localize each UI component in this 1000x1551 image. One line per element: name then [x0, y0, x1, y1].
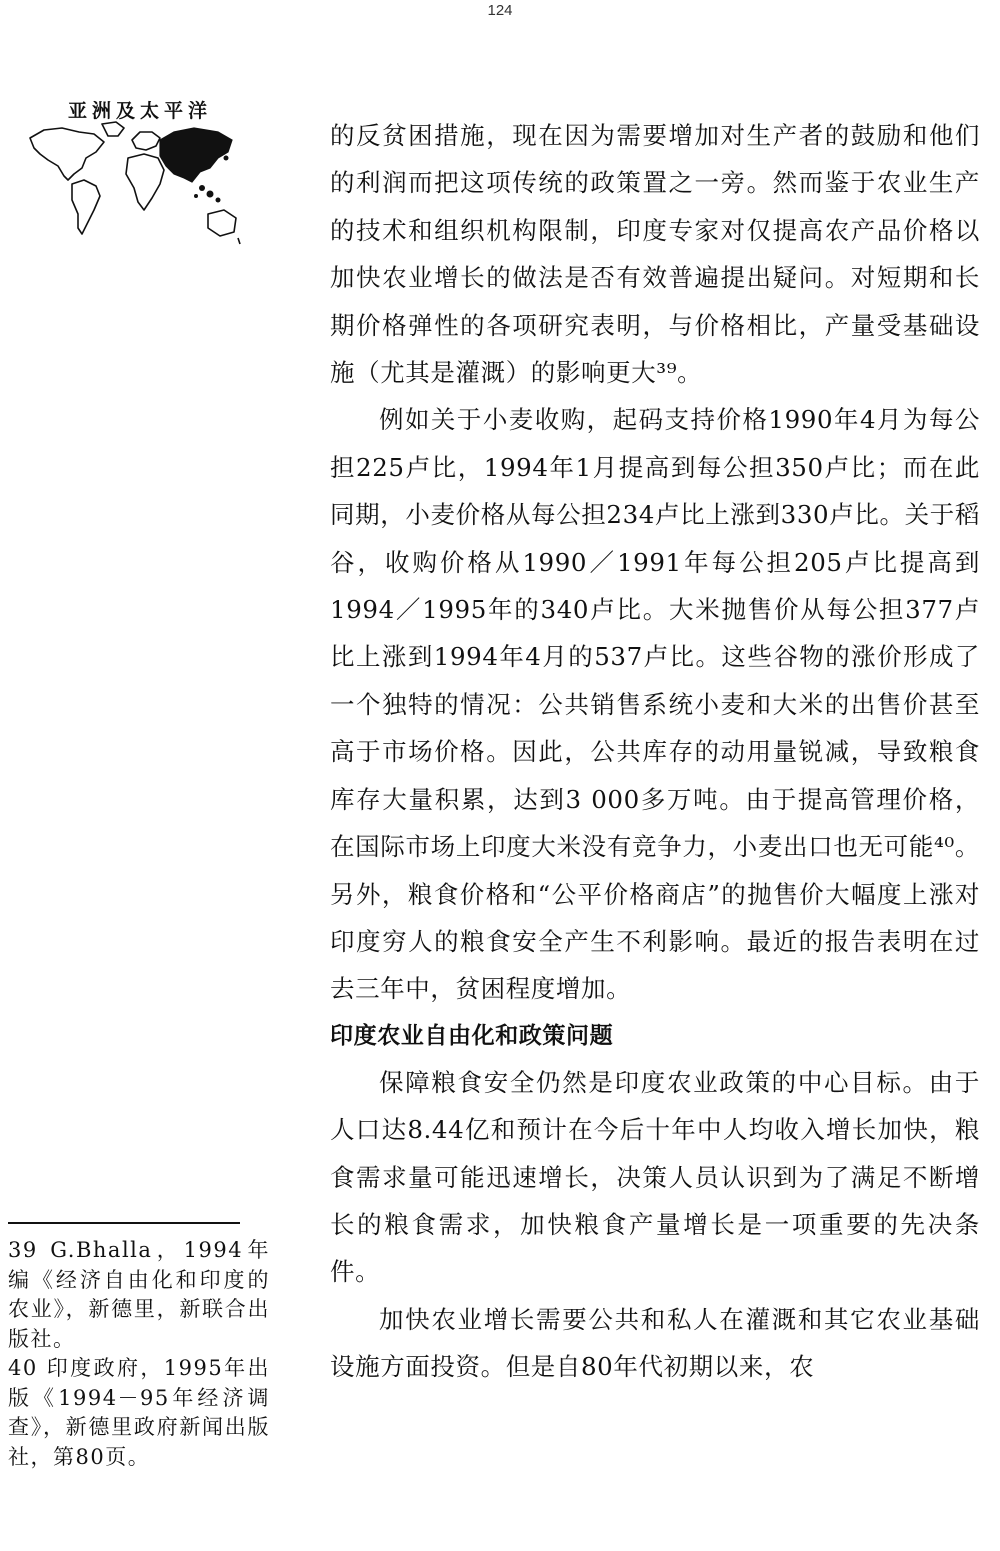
paragraph: 加快农业增长需要公共和私人在灌溉和其它农业基础设施方面投资。但是自80年代初期以来，农 [330, 1304, 980, 1382]
footnotes [8, 1236, 270, 1472]
footnote-39: 39 G.Bhalla，1994年编《经济自由化和印度的农业》，新德里，新联合出版社。 [8, 1238, 270, 1351]
paragraph: 保障粮食安全仍然是印度农业政策的中心目标。由于人口达8.44亿和预计在今后十年中人均收入增长加快，粮食需求量可能迅速增长，决策人员认识到为了满足不断增长的粮食需求，加快粮食产量增长是一项重要的先决条件。 [330, 1067, 980, 1287]
region-label: 亚洲及太平洋 [67, 100, 212, 122]
main-text [330, 112, 980, 1391]
world-map-icon [24, 118, 244, 248]
section-heading: 印度农业自由化和政策问题 [330, 1022, 614, 1049]
paragraph: 例如关于小麦收购，起码支持价格1990年4月为每公担225卢比，1994年1月提高到每公担350卢比；而在此同期，小麦价格从每公担234卢比上涨到330卢比。关于稻谷，收购价格从1990／1991年每公担205卢比提高到1994／1995年的340卢比。大米抛售价从每公担377卢比上涨到1994年4月的537卢比。这些谷物的涨价形成了一个独特的情况：公共销售系统小麦和大米的出售价甚至高于市场价格。因此，公共库存的动用量锐减，导致粮食库存大量积累，达到3 000多万吨。由于提高管理价格，在国际市场上印度大米没有竞争力，小麦出口也无可能⁴⁰。另外，粮食价格和“公平价格商店”的抛售价大幅度上涨对印度穷人的粮食安全产生不利影响。最近的报告表明在过去三年中，贫困程度增加。 [330, 405, 980, 1004]
footnote-40: 40 印度政府，1995年出版《1994－95年经济调查》，新德里政府新闻出版社，第80页。 [8, 1356, 270, 1469]
footnote-divider [8, 1222, 240, 1224]
paragraph: 的反贫困措施，现在因为需要增加对生产者的鼓励和他们的利润而把这项传统的政策置之一旁。然而鉴于农业生产的技术和组织机构限制，印度专家对仅提高农产品价格以加快农业增长的做法是否有效普遍提出疑问。对短期和长期价格弹性的各项研究表明，与价格相比，产量受基础设施（尤其是灌溉）的影响更大³⁹。 [330, 121, 980, 388]
page-number: 124 [487, 2, 513, 19]
